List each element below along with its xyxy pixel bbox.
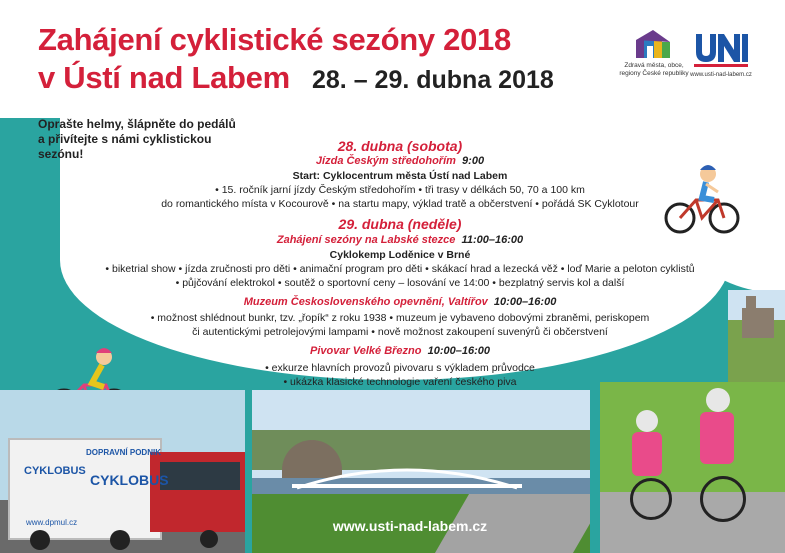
page-title-line1: Zahájení cyklistické sezóny 2018 bbox=[38, 22, 511, 57]
cyclobus-photo bbox=[0, 390, 245, 553]
children-cycling-photo bbox=[600, 382, 785, 553]
bus-brand-large: CYKLOBUS bbox=[90, 472, 169, 488]
page-title-line2: v Ústí nad Labem bbox=[38, 60, 290, 95]
day2-event2-time: 10:00–16:00 bbox=[493, 296, 557, 308]
healthy-cities-logo-text: Zdravá města, obce, regiony České republiky bbox=[619, 62, 689, 77]
day1-event-name: Jízda Českým středohořím bbox=[315, 155, 456, 167]
day2-event3-time: 10:00–16:00 bbox=[427, 345, 490, 357]
usti-city-logo bbox=[690, 26, 752, 78]
bus-brand-small: CYKLOBUS bbox=[24, 465, 86, 477]
day2-event2-line1: • možnost shlédnout bunkr, tzv. „řopík“ z roku 1938 • muzeum je vybaveno dobovými zbraněmi, periskopem bbox=[150, 312, 650, 324]
day2-event1-time: 11:00–16:00 bbox=[461, 234, 524, 246]
day2-event1-title bbox=[150, 234, 650, 246]
footer-url[interactable]: www.usti-nad-labem.cz bbox=[332, 518, 488, 534]
day2-event3-title bbox=[150, 345, 650, 357]
cyclist-illustration-right bbox=[662, 160, 742, 240]
day2-event1-place: Cyklokemp Loděnice v Brné bbox=[329, 249, 471, 261]
day1-heading: 28. dubna (sobota) bbox=[337, 138, 463, 154]
day2-event3-name: Pivovar Velké Březno bbox=[310, 345, 422, 357]
day1-line2: do romantického místa v Kocourově • na startu mapy, výklad tratě a občerstvení • pořádá SK Cyklotour bbox=[161, 198, 639, 210]
usti-city-logo-url: www.usti-nad-labem.cz bbox=[690, 72, 752, 78]
event-dates: 28. – 29. dubna 2018 bbox=[312, 66, 554, 94]
bridge-arch bbox=[292, 460, 522, 490]
day1-start: Start: Cyklocentrum města Ústí nad Labem bbox=[292, 170, 508, 182]
bus-url: www.dpmul.cz bbox=[26, 518, 78, 527]
day2-event2-title bbox=[150, 296, 650, 308]
day2-event1-name: Zahájení sezóny na Labské stezce bbox=[276, 234, 456, 246]
day2-event3-line2: • ukázka klasické technologie vaření českého piva bbox=[283, 376, 517, 388]
day1-event-title bbox=[150, 155, 650, 167]
day2-event2-line2: či autentickými petrolejovými lampami • nově možnost zakoupení suvenýrů či občerstvení bbox=[192, 326, 608, 338]
intro-text: Oprašte helmy, šlápněte do pedálů a přivítejte s námi cyklistickou sezónu! bbox=[38, 117, 236, 161]
day2-event1-line2: • půjčování elektrokol • soutěž o sportovní ceny – losování ve 14:00 • bezplatný servis kol a další bbox=[175, 277, 625, 289]
day2-event1-line1: • biketrial show • jízda zručnosti pro děti • animační program pro děti • skákací hrad a lezecká věž • loď Marie a peloton cyklistů bbox=[105, 263, 695, 275]
bus-side-text: DOPRAVNÍ PODNIK bbox=[86, 448, 161, 457]
day2-heading: 29. dubna (neděle) bbox=[338, 216, 462, 232]
day2-event2-name: Muzeum Československého opevnění, Valtířov bbox=[243, 296, 488, 308]
day1-event-time: 9:00 bbox=[462, 155, 485, 167]
day2-event3-line1: • exkurze hlavních provozů pivovaru s výkladem průvodce bbox=[265, 362, 535, 374]
day1-line1: • 15. ročník jarní jízdy Českým středohořím • tři trasy v délkách 50, 70 a 100 km bbox=[215, 184, 585, 196]
